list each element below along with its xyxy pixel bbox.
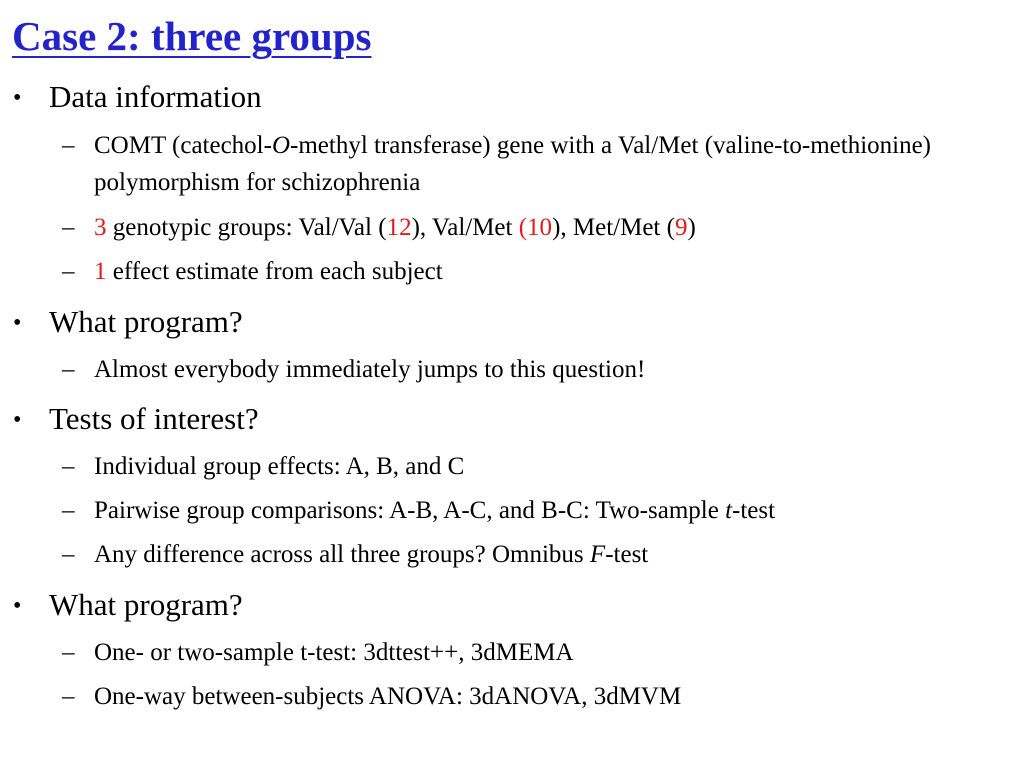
sub-item-pairwise — [62, 492, 992, 529]
text-run: Pairwise group comparisons: A-B, A-C, and B-C: Two-sample — [94, 497, 726, 524]
text-run: -methyl transferase) gene with a Val/Met (valine-to-methionine) polymorphism for schizophrenia — [94, 132, 932, 196]
sub-item-effect-estimate — [62, 253, 992, 290]
dash-glyph: – — [62, 356, 75, 383]
bullet-text: Tests of interest? — [49, 401, 259, 436]
italic-run: F — [589, 541, 606, 568]
text-run: -test — [605, 541, 649, 568]
slide-title: Case 2: three groups — [12, 13, 372, 59]
text-run: Any difference across all three groups? Omnibus — [94, 541, 590, 568]
italic-run: O — [271, 132, 291, 159]
sub-item-text: Almost everybody immediately jumps to this question! — [94, 356, 646, 383]
text-run: effect estimate from each subject — [106, 258, 443, 285]
valmet-count: (10 — [518, 214, 553, 241]
text-run: -test — [732, 497, 776, 524]
bullet-what-program-2 — [13, 586, 243, 627]
dash-glyph: – — [62, 639, 75, 666]
text-run: ), Met/Met ( — [552, 214, 675, 241]
bullet-tests-of-interest — [13, 400, 259, 441]
sub-item-jumps — [62, 351, 992, 388]
bullet-text: What program? — [49, 587, 243, 622]
bullet-data-information — [13, 78, 262, 119]
bullet-glyph: • — [13, 407, 22, 433]
bullet-text: Data information — [49, 79, 262, 114]
sub-item-text — [94, 492, 992, 529]
dash-glyph: – — [62, 497, 75, 524]
bullet-glyph: • — [13, 85, 22, 111]
sub-item-genotypic-groups — [62, 209, 992, 246]
dash-glyph: – — [62, 132, 75, 159]
bullet-glyph: • — [13, 593, 22, 619]
sub-item-text — [94, 253, 992, 290]
sub-item-omnibus — [62, 536, 992, 573]
bullet-what-program-1 — [13, 303, 243, 344]
text-run: ) — [687, 214, 696, 241]
italic-run: t — [725, 497, 733, 524]
dash-glyph: – — [62, 258, 75, 285]
sub-item-text — [94, 127, 992, 201]
dash-glyph: – — [62, 541, 75, 568]
sub-item-text: One-way between-subjects ANOVA: 3dANOVA, 3dMVM — [94, 683, 682, 710]
text-run: genotypic groups: Val/Val ( — [106, 214, 387, 241]
sub-item-text — [94, 209, 992, 246]
sub-item-comt — [62, 127, 992, 201]
sub-item-ttest-programs — [62, 634, 992, 671]
text-run: COMT (catechol- — [94, 132, 272, 159]
text-run: ), Val/Met — [411, 214, 519, 241]
dash-glyph: – — [62, 453, 75, 480]
dash-glyph: – — [62, 214, 75, 241]
group-count: 3 — [94, 214, 107, 241]
bullet-glyph: • — [13, 310, 22, 336]
metmet-count: 9 — [674, 214, 688, 241]
valval-count: 12 — [386, 214, 412, 241]
sub-item-text: Individual group effects: A, B, and C — [94, 453, 465, 480]
sub-item-individual-effects — [62, 448, 992, 485]
effect-count: 1 — [94, 258, 107, 285]
bullet-text: What program? — [49, 304, 243, 339]
sub-item-text — [94, 536, 992, 573]
sub-item-anova-programs — [62, 678, 992, 715]
dash-glyph: – — [62, 683, 75, 710]
sub-item-text: One- or two-sample t-test: 3dttest++, 3dMEMA — [94, 639, 574, 666]
